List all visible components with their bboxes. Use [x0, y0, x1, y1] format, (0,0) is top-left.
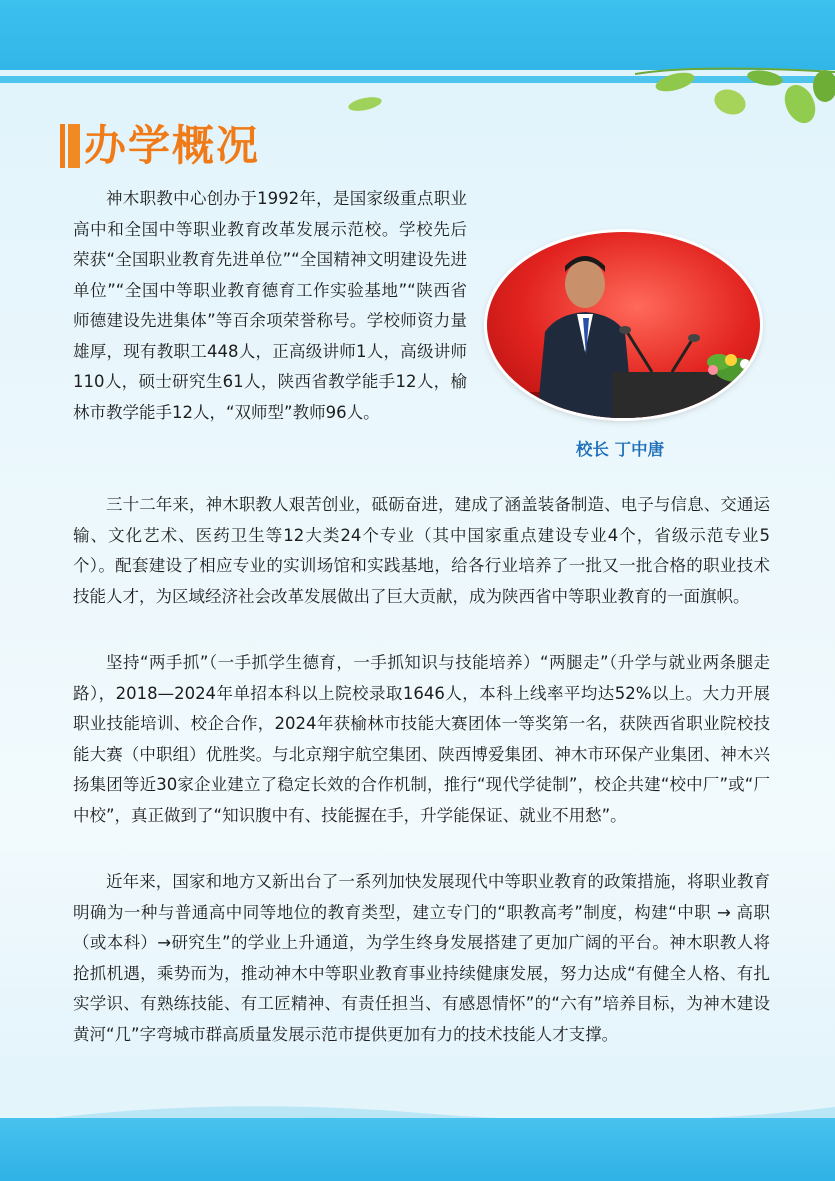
photo-caption: 校长 丁中唐 — [575, 440, 665, 459]
principal-photo — [487, 232, 760, 418]
title-marker-block — [68, 124, 80, 168]
paragraph-outlook: 近年来，国家和地方又新出台了一系列加快发展现代中等职业教育的政策措施，将职业教育明确为一种与普通高中同等地位的教育类型，建立专门的“职教高考”制度，构建“中职 → 高职（或本科）→研究生”的学业上升通道，为学生终身发展搭建了更加广阔的平台。神木职教人将抢抓机遇，乘势而为，推动神木中等职业教育事业持续健康发展，努力达成“有健全人格、有扎实学识、有熟练技能、有工匠精神、有责任担当、有感恩情怀”的“六有”培养目标，为神木建设黄河“几”字弯城市群高质量发展示范市提供更加有力的技术技能人才支撑。 — [73, 872, 770, 1044]
leaves-decoration-icon — [635, 64, 835, 134]
paragraph-history: 三十二年来，神木职教人艰苦创业，砥砺奋进，建成了涵盖装备制造、电子与信息、交通运输、文化艺术、医药卫生等12大类24个专业（其中国家重点建设专业4个，省级示范专业5个）。配套建设了相应专业的实训场馆和实践基地，给各行业培养了一批又一批合格的职业技术技能人才，为区域经济社会改革发展做出了巨大贡献，成为陕西省中等职业教育的一面旗帜。 — [73, 495, 770, 606]
top-banner — [0, 0, 835, 70]
title-marker — [60, 124, 65, 168]
paragraph-achievements: 坚持“两手抓”（一手抓学生德育，一手抓知识与技能培养）“两腿走”（升学与就业两条腿走路），2018—2024年单招本科以上院校录取1646人，本科上线率平均达52%以上。大力开展职业技能培训、校企合作，2024年获榆林市技能大赛团体一等奖第一名，获陕西省职业院校技能大赛（中职组）优胜奖。与北京翔宇航空集团、陕西博爱集团、神木市环保产业集团、神木兴扬集团等近30家企业建立了稳定长效的合作机制，推行“现代学徒制”，校企共建“校中厂”或“厂中校”，真正做到了“知识腹中有、技能握在手，升学能保证、就业不用愁”。 — [73, 653, 770, 825]
page-title: 办学概况 — [84, 121, 261, 170]
paragraph-intro: 神木职教中心创办于1992年，是国家级重点职业高中和全国中等职业教育改革发展示范校。学校先后荣获“全国职业教育先进单位”“全国精神文明建设先进单位”“全国中等职业教育德育工作实验基地”“陕西省师德建设先进集体”等百余项荣誉称号。学校师资力量雄厚，现有教职工448人，正高级讲师1人，高级讲师110人，硕士研究生61人，陕西省教学能手12人，榆林市教学能手12人，“双师型”教师96人。 — [73, 189, 467, 422]
leaf-icon — [345, 94, 385, 114]
bottom-banner — [0, 1118, 835, 1181]
